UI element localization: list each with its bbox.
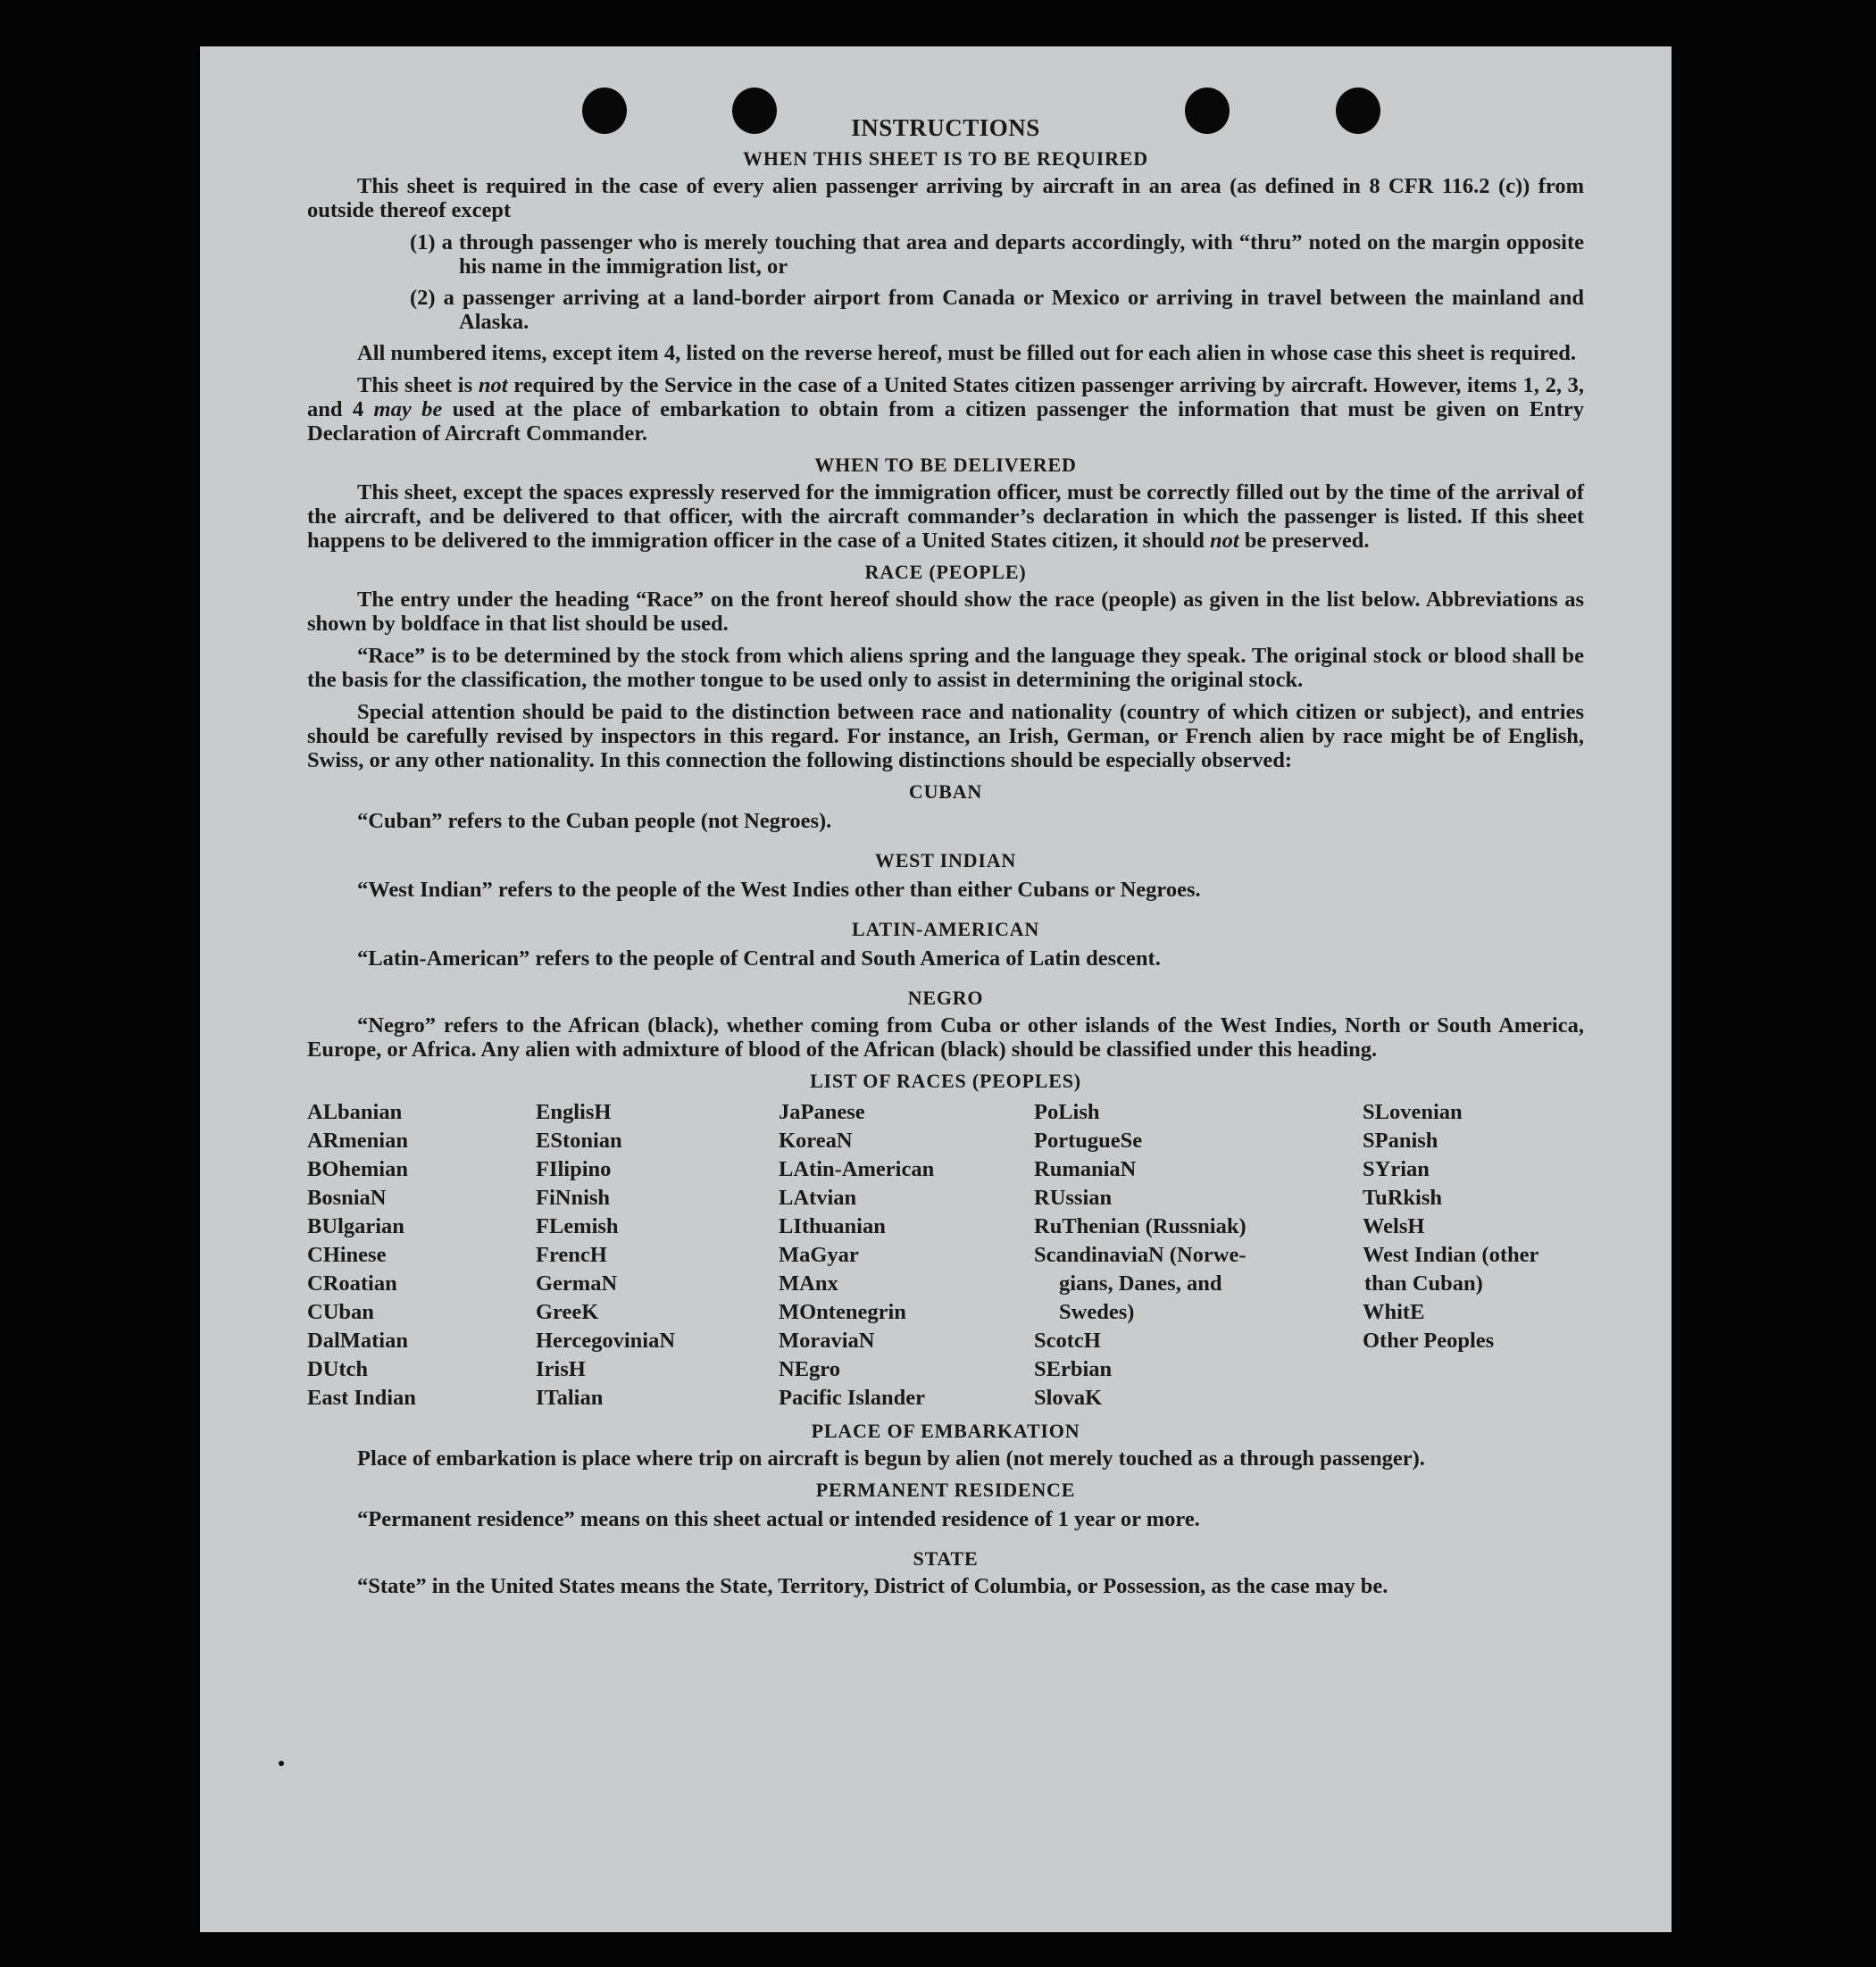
page-title: INSTRUCTIONS (851, 114, 1040, 141)
race-entry: NEgro (779, 1357, 840, 1381)
races-column (536, 1098, 779, 1413)
race-entry: FiNnish (536, 1186, 611, 1210)
race-entry: RUssian (1034, 1186, 1113, 1210)
section-heading-races-list: LIST OF RACES (PEOPLES) (810, 1070, 1081, 1092)
race-entry: ScotcH (1034, 1329, 1101, 1353)
race-entry: CUban (307, 1300, 374, 1324)
race-entry: TuRkish (1363, 1186, 1443, 1210)
race-entry: ALbanian (307, 1100, 403, 1124)
race-entry: LAtin-American (779, 1157, 935, 1181)
race-paragraph-2: “Race” is to be determined by the stock from which aliens spring and the language they speak. The original stock or blood shall be the basis for the classification, the mother tongue to be used only to assist in determining the original stock. (307, 644, 1584, 692)
race-entry: SLovenian (1363, 1100, 1463, 1124)
race-entry: BOhemian (307, 1157, 408, 1181)
race-entry: FrencH (536, 1243, 607, 1267)
citizen-note-emphasis: may be (373, 397, 443, 421)
race-entry: HercegoviniaN (536, 1329, 676, 1353)
section-heading-race: RACE (PEOPLE) (864, 561, 1027, 583)
citizen-note-part: required by the Service in the case of a United States citizen passenger arriving by aircraft. However, items 1, 2, 3, and 4 (307, 373, 1585, 421)
embarkation-definition: Place of embarkation is place where trip on aircraft is begun by alien (not merely touched as a through passenger). (357, 1446, 1425, 1471)
section-heading-delivered: WHEN TO BE DELIVERED (814, 454, 1077, 476)
delivered-text-part: This sheet, except the spaces expressly reserved for the immigration officer, must be correctly filled out by the time of the arrival of the aircraft, and be delivered to that officer, with the aircraft commander’s declaration in which the passenger is listed. If this sheet happens to be delivered to the immigration officer in the case of a United States citizen, it should (307, 480, 1584, 553)
race-entry: BUlgarian (307, 1214, 404, 1238)
race-entry: WhitE (1363, 1300, 1425, 1324)
section-heading-required: WHEN THIS SHEET IS TO BE REQUIRED (743, 147, 1148, 170)
citizen-note-emphasis: not (478, 373, 508, 397)
race-entry: SlovaK (1034, 1386, 1103, 1410)
section-heading-west-indian: WEST INDIAN (874, 849, 1017, 871)
citizen-note (307, 373, 1584, 446)
speck (279, 1761, 284, 1766)
race-entry: East Indian (307, 1386, 416, 1410)
numbered-items-note: All numbered items, except item 4, listed on the reverse hereof, must be filled out for each alien in whose case this sheet is required. (357, 341, 1577, 365)
race-entry: MaGyar (779, 1243, 859, 1267)
delivered-text-emphasis: not (1210, 529, 1239, 553)
race-entry: RuThenian (Russniak) (1034, 1214, 1246, 1238)
race-entry: Other Peoples (1363, 1329, 1495, 1353)
race-entry: CRoatian (307, 1271, 397, 1296)
latin-american-definition: “Latin-American” refers to the people of Central and South America of Latin descent. (357, 946, 1161, 971)
race-entry: ScandinaviaN (Norwe- (1034, 1243, 1246, 1267)
race-entry: FIlipino (536, 1157, 612, 1181)
west-indian-definition: “West Indian” refers to the people of the West Indies other than either Cubans or Negroes. (357, 878, 1201, 902)
race-entry: ARmenian (307, 1129, 408, 1153)
race-entry: WelsH (1363, 1214, 1425, 1238)
exception-item-2: (2) a passenger arriving at a land-border airport from Canada or Mexico or arriving in travel between the mainland and Alaska. (410, 286, 1584, 334)
races-list (307, 1098, 1584, 1413)
race-entry: MoraviaN (779, 1329, 875, 1353)
race-entry: LIthuanian (779, 1214, 886, 1238)
section-heading-state: STATE (913, 1547, 979, 1570)
races-column (1034, 1098, 1363, 1413)
races-column (779, 1098, 1034, 1413)
race-entry: EnglisH (536, 1100, 612, 1124)
citizen-note-part: This sheet is (357, 373, 473, 397)
race-entry: EStonian (536, 1129, 622, 1153)
race-paragraph-1: The entry under the heading “Race” on the front hereof should show the race (people) as given in the list below. Abbreviations as shown by boldface in that list should be used. (307, 588, 1584, 636)
race-entry: MOntenegrin (779, 1300, 906, 1324)
race-entry: RumaniaN (1034, 1157, 1137, 1181)
race-entry: ITalian (536, 1386, 604, 1410)
race-entry: Swedes) (1059, 1300, 1135, 1324)
state-definition: “State” in the United States means the State, Territory, District of Columbia, or Possession, as the case may be. (357, 1574, 1388, 1598)
race-entry: BosniaN (307, 1186, 387, 1210)
race-entry: than Cuban) (1364, 1271, 1483, 1296)
race-entry: GreeK (536, 1300, 599, 1324)
race-entry: FLemish (536, 1214, 619, 1238)
required-intro: This sheet is required in the case of every alien passenger arriving by aircraft in an area (as defined in 8 CFR 116.2 (c)) from outside thereof except (307, 174, 1584, 222)
residence-definition: “Permanent residence” means on this sheet actual or intended residence of 1 year or more. (357, 1507, 1200, 1531)
document-sheet (200, 46, 1672, 1932)
exception-item-1: (1) a through passenger who is merely touching that area and departs accordingly, with “thru” noted on the margin opposite his name in the immigration list, or (410, 230, 1584, 279)
race-entry: DalMatian (307, 1329, 408, 1353)
negro-definition: “Negro” refers to the African (black), whether coming from Cuba or other islands of the West Indies, North or South America, Europe, or Africa. Any alien with admixture of blood of the African (black) should be classified under this heading. (307, 1013, 1584, 1062)
section-heading-cuban: CUBAN (908, 780, 983, 803)
race-entry: CHinese (307, 1243, 387, 1267)
delivered-text-part: be preserved. (1244, 529, 1370, 553)
race-entry: SPanish (1363, 1129, 1438, 1153)
citizen-note-part: used at the place of embarkation to obtain from a citizen passenger the information that must be given on Entry Declaration of Aircraft Commander. (307, 397, 1585, 446)
delivered-text (307, 480, 1584, 553)
race-entry: PortugueSe (1034, 1129, 1143, 1153)
race-entry: PoLish (1034, 1100, 1100, 1124)
cuban-definition: “Cuban” refers to the Cuban people (not Negroes). (357, 809, 832, 833)
race-entry: MAnx (779, 1271, 838, 1296)
races-column (1363, 1098, 1595, 1413)
instructions-content (307, 114, 1584, 1606)
race-entry: JaPanese (779, 1100, 865, 1124)
race-entry: DUtch (307, 1357, 369, 1381)
race-entry: gians, Danes, and (1059, 1271, 1222, 1296)
race-entry: KoreaN (779, 1129, 853, 1153)
section-heading-negro: NEGRO (907, 987, 984, 1009)
section-heading-embarkation: PLACE OF EMBARKATION (811, 1420, 1080, 1442)
race-entry: GermaN (536, 1271, 618, 1296)
race-paragraph-3: Special attention should be paid to the distinction between race and nationality (country of which citizen or subject), and entries should be carefully revised by inspectors in this regard. For instance, an Irish, German, or French alien by race might be of English, Swiss, or any other nationality. In this connection the following distinctions should be especially observed: (307, 700, 1584, 772)
race-entry: Pacific Islander (779, 1386, 925, 1410)
races-column (307, 1098, 536, 1413)
race-entry: LAtvian (779, 1186, 857, 1210)
race-entry: SErbian (1034, 1357, 1113, 1381)
race-entry: SYrian (1363, 1157, 1430, 1181)
section-heading-residence: PERMANENT RESIDENCE (815, 1479, 1076, 1501)
race-entry: West Indian (other (1363, 1243, 1539, 1267)
race-entry: IrisH (536, 1357, 586, 1381)
section-heading-latin-american: LATIN-AMERICAN (851, 918, 1040, 940)
